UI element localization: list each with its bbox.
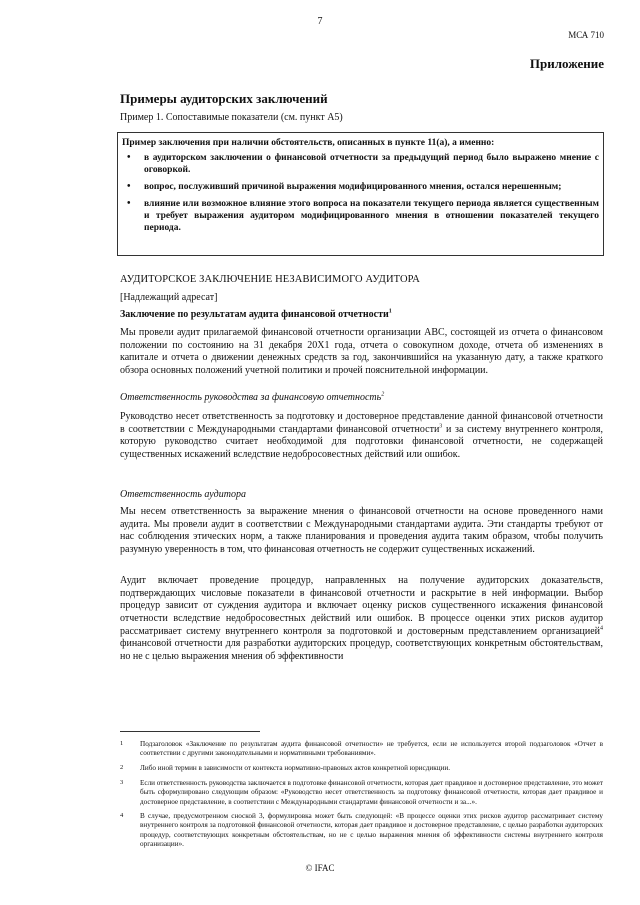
footnote-3 [120, 779, 603, 807]
appendix-title: Приложение [529, 56, 604, 71]
paragraph-management-text-a: Руководство несет ответственность за подготовку и достоверное представление данной финансовой отчетности в соответствии с Международными стандартами финансовой отчетности [120, 411, 603, 435]
footnote-1 [120, 740, 603, 759]
footnote-ref-3: 3 [439, 423, 443, 430]
page-footer: © IFAC [305, 863, 335, 873]
bullet-icon: • [127, 181, 131, 193]
footnote-number: 2 [120, 764, 124, 771]
footnote-ref-4: 4 [600, 625, 603, 632]
standard-code: МСА 710 [568, 30, 604, 40]
footnote-divider [120, 731, 260, 732]
footnote-text: Подзаголовок «Заключение по результатам аудита финансовой отчетности» не требуется, если не используется второй подзаголовок «Отчет в соответствии с другими законодательными и нормативными требованиями». [140, 740, 603, 758]
paragraph-procedures-text-b: финансовой отчетности для разработки аудиторских процедур, соответствующих конкретным обстоятельствам, но не с целью выражения мнения об эффективности [120, 638, 603, 663]
bullet-icon: • [127, 152, 131, 164]
auditor-responsibility-heading: Ответственность аудитора [120, 489, 246, 500]
box-bullet-text: влияние или возможное влияние этого вопроса на показатели текущего периода является существенным и требует выражения аудитором модифицированного мнения в отношении показателей текущего периода. [144, 199, 599, 233]
footnote-ref-1: 1 [388, 308, 392, 315]
addressee: [Надлежащий адресат] [120, 292, 218, 303]
footnote-text: Либо иной термин в зависимости от контекста нормативно-правовых актов конкретной юрисдикции. [140, 764, 451, 772]
footnote-number: 1 [120, 740, 124, 747]
footnote-text: В случае, предусмотренном сноской 3, формулировка может быть следующей: «В процессе оценки этих рисков аудитор рассматривает систему внутреннего контроля за подготовкой финансовой отчетности, которая дает правдивое и достоверное представление, с целью разработки аудиторских процедур, соответствующих конкретным обстоятельствам, но не с целью выражения мнения об эффективности системы внутреннего контроля организации». [140, 812, 603, 849]
report-subheading [120, 309, 392, 320]
paragraph-scope: Мы провели аудит прилагаемой финансовой отчетности организации АВС, состоящей из отчета о финансовом положении по состоянию на 31 декабря 20Х1 года, отчета о совокупном доходе, отчета об изменениях в капитале и отчета о движении денежных средств за год, закончившийся на указанную дату, а также краткого обзора основных положений учетной политики и прочей пояснительной информации. [120, 327, 603, 377]
footnote-2 [120, 764, 603, 773]
paragraph-management [120, 411, 603, 462]
footnote-ref-2: 2 [381, 391, 385, 398]
footnote-number: 4 [120, 812, 124, 819]
footnote-number: 3 [120, 779, 124, 786]
management-responsibility-heading [120, 392, 384, 403]
footnote-text: Если ответственность руководства заключается в подготовке финансовой отчетности, которая дает правдивое и достоверное представление, это может быть сформулировано следующим образом: «Руководство несет ответственность за подготовку финансовой отчетности, которая дает правдивое и достоверное представление, в соответствии с Международными стандартами финансовой отчетности и за...». [140, 779, 603, 806]
box-bullet-text: вопрос, послуживший причиной выражения модифицированного мнения, остался нерешенным; [144, 182, 562, 193]
box-bullet-1 [122, 153, 599, 177]
box-bullet-3 [122, 199, 599, 235]
bullet-icon: • [127, 198, 131, 210]
box-intro: Пример заключения при наличии обстоятельств, описанных в пункте 11(а), а именно: [122, 138, 495, 148]
box-bullet-2 [122, 182, 599, 194]
paragraph-auditor: Мы несем ответственность за выражение мнения о финансовой отчетности на основе проведенного нами аудита. Мы провели аудит в соответствии с Международными стандартами аудита. Эти стандарты требуют от нас соблюдения этических норм, а также планирования и проведения аудита таким образом, чтобы получить разумную уверенность в том, что финансовая отчетность не содержит существенных искажений. [120, 506, 603, 556]
paragraph-management-text-b: и за систему внутреннего контроля, которую руководство считает необходимой для подготовки финансовой отчетности, не содержащей существенных искажений вследствие недобросовестных действий или ошибок. [120, 423, 603, 461]
paragraph-procedures-text-a: Аудит включает проведение процедур, направленных на получение аудиторских доказательств, подтверждающих числовые показатели в финансовой отчетности и раскрытие в ней информации. Выбор процедур зависит от суждения аудитора и включает оценку рисков существенного искажения финансовой отчетности вследствие недобросовестных действий или ошибок. В процессе оценки этих рисков аудитор рассматривает систему внутреннего контроля за подготовкой и достоверным представлением организацией [120, 575, 603, 637]
report-subheading-text: Заключение по результатам аудита финансовой отчетности [120, 309, 389, 320]
page-number: 7 [317, 16, 323, 27]
conditions-box [117, 132, 604, 256]
paragraph-audit-procedures [120, 575, 603, 664]
example-label: Пример 1. Сопоставимые показатели (см. пункт А5) [120, 112, 343, 123]
management-heading-text: Ответственность руководства за финансовую отчетность [120, 392, 382, 403]
footnote-4 [120, 812, 603, 849]
section-title: Примеры аудиторских заключений [120, 91, 328, 106]
report-heading: АУДИТОРСКОЕ ЗАКЛЮЧЕНИЕ НЕЗАВИСИМОГО АУДИТОРА [120, 274, 420, 285]
box-bullet-text: в аудиторском заключении о финансовой отчетности за предыдущий период было выражено мнение с оговоркой. [144, 153, 599, 176]
